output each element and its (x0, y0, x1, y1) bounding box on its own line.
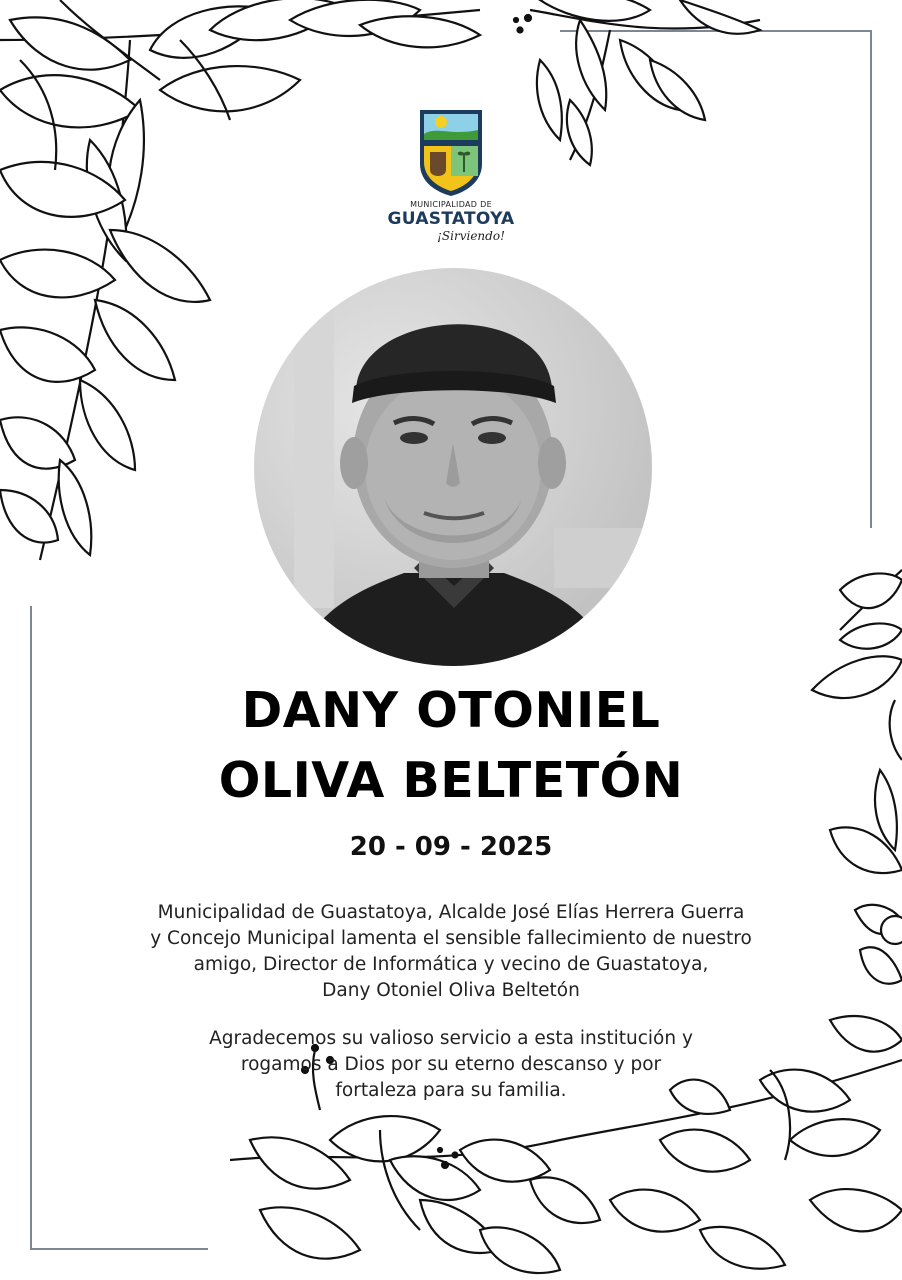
condolence-line: y Concejo Municipal lamenta el sensible fallecimiento de nuestro (150, 928, 752, 949)
logo-line-municipalidad: MUNICIPALIDAD DE (410, 200, 492, 209)
death-date: 20 - 09 - 2025 (349, 832, 553, 862)
condolence-line: Agradecemos su valioso servicio a esta institución y (209, 1028, 693, 1049)
frame-bottom-line (30, 1248, 208, 1250)
condolence-line: Dany Otoniel Oliva Beltetón (322, 980, 580, 1001)
condolence-line: fortaleza para su familia. (335, 1080, 567, 1101)
deceased-name-line-2: OLIVA BELTETÓN (218, 752, 684, 809)
condolence-line: rogamos a Dios por su eterno descanso y por (240, 1054, 662, 1075)
condolence-line: amigo, Director de Informática y vecino de Guastatoya, (193, 954, 709, 975)
portrait-photo (254, 268, 652, 666)
deceased-name-line-1: DANY OTONIEL (241, 682, 661, 739)
coat-of-arms-icon (416, 106, 486, 198)
logo-line-guastatoya: GUASTATOYA (387, 209, 515, 229)
condolence-line: Municipalidad de Guastatoya, Alcalde José Elías Herrera Guerra (157, 902, 745, 923)
floral-top-center-decoration (510, 0, 770, 170)
condolence-paragraph-1 (110, 900, 792, 1004)
logo-slogan: ¡Sirviendo! (437, 229, 505, 243)
frame-right-line (870, 30, 872, 528)
condolence-paragraph-2 (110, 1026, 792, 1104)
municipal-logo (380, 106, 522, 243)
